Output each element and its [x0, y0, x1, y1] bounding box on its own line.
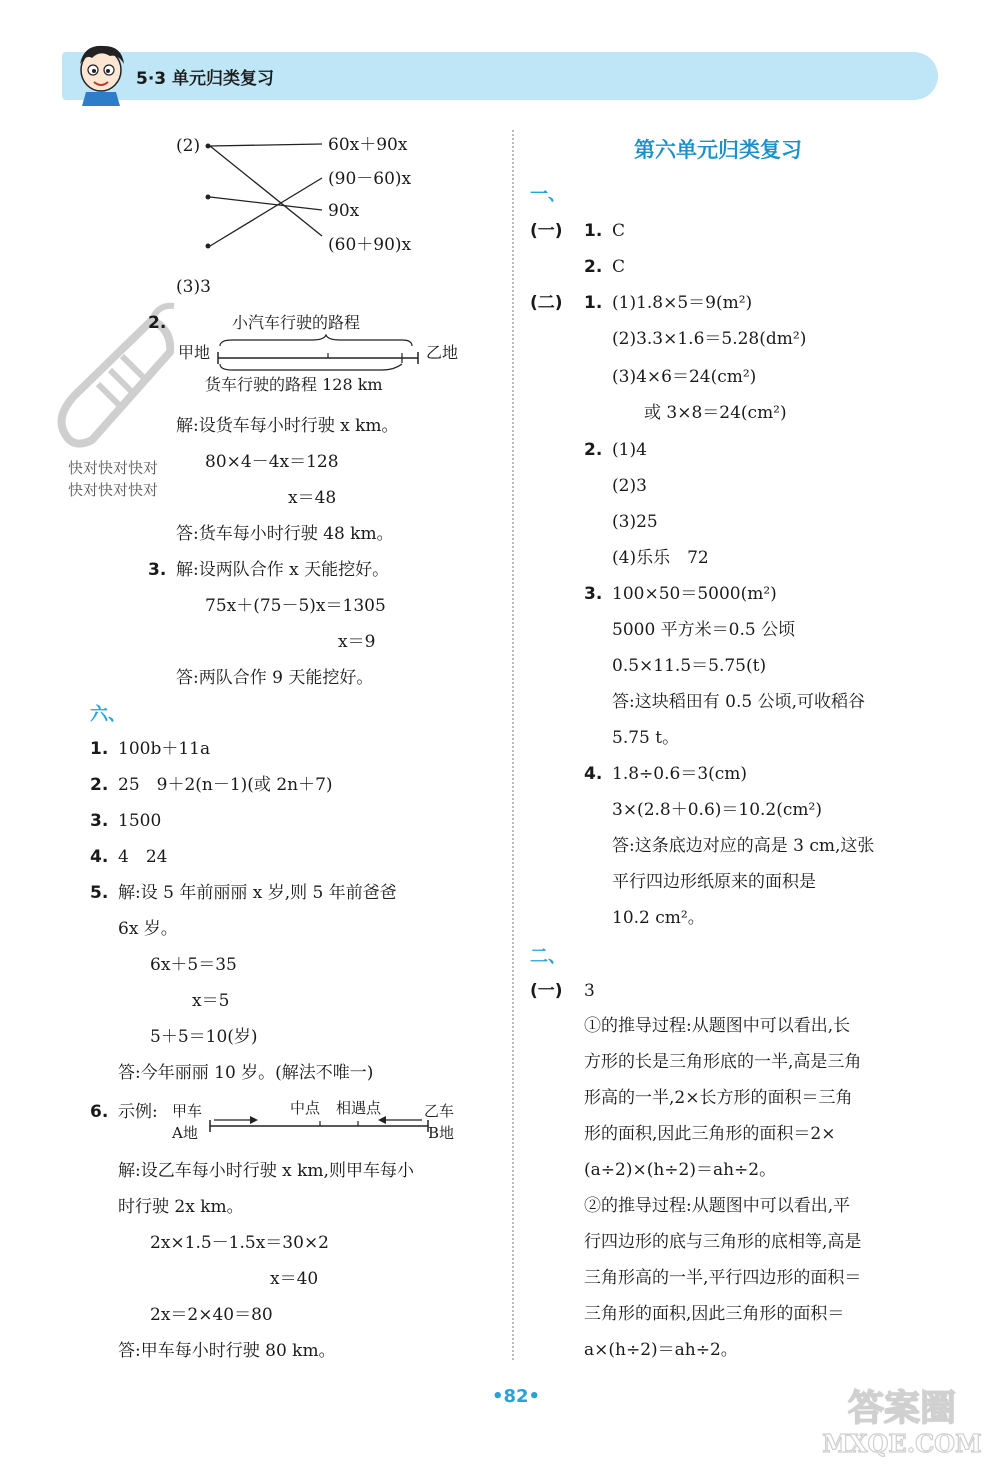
solution-line: x＝40	[270, 1269, 319, 1289]
answer-text: 25 9＋2(n－1)(或 2n＋7)	[118, 775, 333, 795]
solution-line: (3)25	[612, 512, 658, 532]
solution-line: 5000 平方米＝0.5 公顷	[612, 620, 796, 640]
question-number: 2.	[584, 257, 603, 277]
diagram-top-label: 小汽车行驶的路程	[232, 313, 361, 332]
match-dot	[206, 144, 211, 149]
solution-line: 答:这条底边对应的高是 3 cm,这张	[612, 836, 875, 856]
solution-line: x＝9	[338, 632, 376, 652]
question-number: 3.	[148, 560, 167, 580]
answer-text: 1500	[118, 811, 162, 831]
solution-line: (1)1.8×5＝9(m²)	[612, 293, 753, 313]
match-line	[210, 144, 322, 146]
svg-text:MXQE.COM: MXQE.COM	[822, 1429, 982, 1458]
question-number: 4.	[90, 847, 109, 867]
solution-line: (2)3	[612, 476, 647, 496]
side-note-line: 快对快对快对	[68, 481, 159, 499]
answer-text: 3	[584, 981, 595, 1001]
match-dot	[206, 244, 211, 249]
solution-line: 6x 岁。	[118, 919, 178, 939]
question-number: 5.	[90, 883, 109, 903]
part-label: (一)	[530, 981, 563, 1001]
diagram-bottom-label: 货车行驶的路程 128 km	[205, 375, 383, 394]
mascot-icon	[70, 40, 132, 106]
match-item: (60＋90)x	[328, 235, 412, 255]
q1-3-answer: (3)3	[176, 277, 211, 297]
solution-line: 时行驶 2x km。	[118, 1197, 244, 1217]
question-number: 2.	[584, 440, 603, 460]
solution-line: 5.75 t。	[612, 728, 680, 748]
solution-line: x＝5	[192, 991, 230, 1011]
solution-line: (3)4×6＝24(cm²)	[612, 367, 757, 387]
derivation-line: 形高的一半,2×长方形的面积＝三角	[584, 1088, 853, 1108]
solution-line: 解:设乙车每小时行驶 x km,则甲车每小	[118, 1161, 414, 1181]
solution-line: 答:今年丽丽 10 岁。(解法不唯一)	[118, 1063, 374, 1083]
derivation-line: ②的推导过程:从题图中可以看出,平	[584, 1196, 851, 1216]
solution-line: 5＋5＝10(岁)	[150, 1027, 258, 1047]
solution-line: 3×(2.8＋0.6)＝10.2(cm²)	[612, 800, 822, 820]
solution-line: (4)乐乐 72	[612, 548, 709, 568]
solution-line: 解:设 5 年前丽丽 x 岁,则 5 年前爸爸	[118, 883, 397, 903]
solution-line: 答:两队合作 9 天能挖好。	[176, 668, 374, 688]
solution-line: 答:这块稻田有 0.5 公顷,可收稻谷	[612, 692, 865, 712]
route-diagram	[206, 1114, 432, 1138]
question-number: 2.	[148, 313, 167, 333]
unit-title: 第六单元归类复习	[634, 138, 802, 162]
section-heading: 二、	[530, 946, 566, 967]
solution-line: 解:设货车每小时行驶 x km。	[176, 416, 399, 436]
match-dot	[206, 195, 211, 200]
side-note-line: 快对快对快对	[68, 459, 159, 477]
section-heading: 一、	[530, 184, 566, 205]
page-number: •82•	[492, 1386, 541, 1407]
solution-line: 平行四边形纸原来的面积是	[612, 872, 816, 892]
answer-text: C	[612, 221, 626, 241]
solution-line: 答:甲车每小时行驶 80 km。	[118, 1341, 336, 1361]
example-label: 示例:	[118, 1102, 158, 1122]
solution-line: 75x＋(75－5)x＝1305	[205, 596, 386, 616]
derivation-line: 三角形高的一半,平行四边形的面积＝	[584, 1268, 862, 1288]
watermark-logo	[812, 1380, 992, 1460]
q1-2-label: (2)	[176, 136, 201, 156]
diagram-left-label: 甲地	[178, 343, 211, 362]
solution-line: 6x＋5＝35	[150, 955, 237, 975]
car-a-label: 甲车	[172, 1102, 203, 1120]
solution-line: (1)4	[612, 440, 647, 460]
solution-line: 解:设两队合作 x 天能挖好。	[176, 560, 390, 580]
solution-line: 2x＝2×40＝80	[150, 1305, 273, 1325]
solution-line: x＝48	[288, 488, 337, 508]
solution-line: 80×4－4x＝128	[205, 452, 339, 472]
question-number: 2.	[90, 775, 109, 795]
question-number: 3.	[584, 584, 603, 604]
question-number: 3.	[90, 811, 109, 831]
derivation-line: a×(h÷2)＝ah÷2。	[584, 1340, 738, 1360]
derivation-line: ①的推导过程:从题图中可以看出,长	[584, 1016, 851, 1036]
solution-line: 100×50＝5000(m²)	[612, 584, 777, 604]
match-line	[210, 146, 322, 236]
midpoint-label: 中点	[290, 1099, 321, 1117]
match-line	[210, 197, 322, 210]
header-title: 5·3 单元归类复习	[136, 69, 275, 89]
solution-line: 答:货车每小时行驶 48 km。	[176, 524, 394, 544]
section-heading: 六、	[90, 704, 126, 725]
question-number: 1.	[90, 739, 109, 759]
segment-diagram	[212, 334, 426, 374]
answer-text: 100b＋11a	[118, 739, 211, 759]
meeting-point-label: 相遇点	[336, 1099, 382, 1117]
solution-line: 1.8÷0.6＝3(cm)	[612, 764, 748, 784]
match-item: 60x＋90x	[328, 135, 408, 155]
column-divider	[512, 130, 514, 1360]
solution-line: 2x×1.5－1.5x＝30×2	[150, 1233, 329, 1253]
derivation-line: 行四边形的底与三角形的底相等,高是	[584, 1232, 862, 1252]
answer-text: 4 24	[118, 847, 168, 867]
derivation-line: (a÷2)×(h÷2)＝ah÷2。	[584, 1160, 777, 1180]
question-number: 1.	[584, 221, 603, 241]
svg-text:答案圈: 答案圈	[847, 1387, 957, 1429]
answer-text: C	[612, 257, 626, 277]
derivation-line: 方形的长是三角形底的一半,高是三角	[584, 1052, 862, 1072]
question-number: 1.	[584, 293, 603, 313]
place-b-label: B地	[428, 1124, 455, 1142]
solution-line: 10.2 cm²。	[612, 908, 705, 928]
part-label: (二)	[530, 293, 563, 313]
part-label: (一)	[530, 221, 563, 241]
derivation-line: 三角形的面积,因此三角形的面积＝	[584, 1304, 845, 1324]
solution-line: 或 3×8＝24(cm²)	[644, 403, 787, 423]
solution-line: (2)3.3×1.6＝5.28(dm²)	[612, 329, 807, 349]
match-line	[210, 178, 322, 246]
diagram-right-label: 乙地	[426, 343, 459, 362]
solution-line: 0.5×11.5＝5.75(t)	[612, 656, 767, 676]
question-number: 6.	[90, 1102, 109, 1122]
match-item: 90x	[328, 201, 360, 221]
car-b-label: 乙车	[424, 1102, 455, 1120]
match-item: (90－60)x	[328, 169, 412, 189]
place-a-label: A地	[172, 1124, 198, 1142]
question-number: 4.	[584, 764, 603, 784]
derivation-line: 形的面积,因此三角形的面积＝2×	[584, 1124, 836, 1144]
